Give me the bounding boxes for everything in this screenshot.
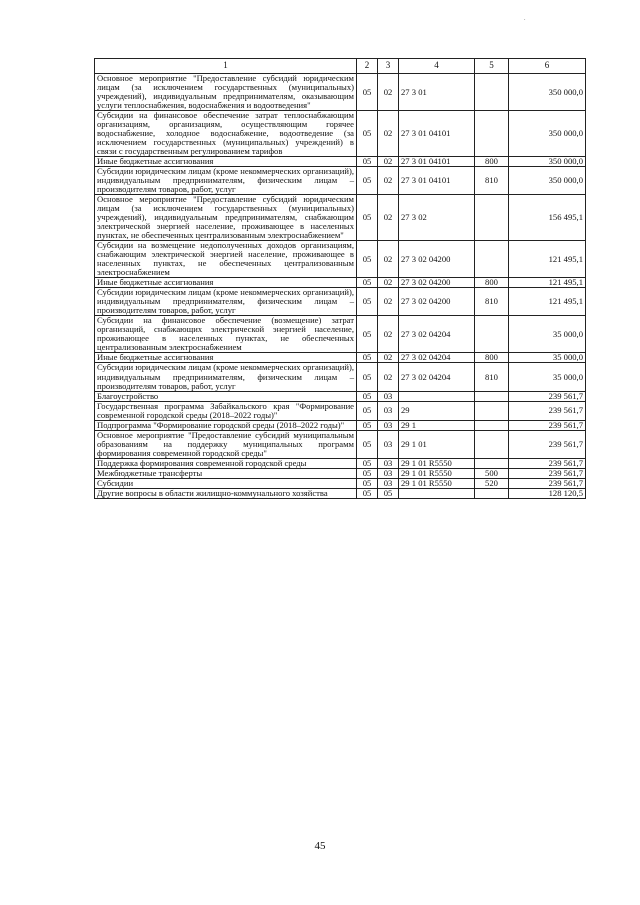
cell-section: 05: [357, 278, 378, 288]
cell-section: 05: [357, 458, 378, 468]
cell-amount: 121 495,1: [509, 278, 586, 288]
table-row: [95, 420, 586, 430]
cell-target-code: 27 3 01 04101: [399, 167, 475, 195]
cell-amount: 121 495,1: [509, 241, 586, 278]
cell-name: Субсидии: [95, 478, 357, 488]
cell-name: Межбюджетные трансферты: [95, 468, 357, 478]
cell-target-code: 27 3 02: [399, 195, 475, 241]
cell-section: 05: [357, 401, 378, 420]
header-cell-name: 1: [95, 59, 357, 74]
cell-amount: 239 561,7: [509, 468, 586, 478]
cell-subsection: 03: [378, 430, 399, 458]
cell-expense-type: 800: [475, 353, 509, 363]
cell-section: 05: [357, 468, 378, 478]
cell-target-code: 27 3 01 04101: [399, 157, 475, 167]
cell-name: Субсидии на финансовое обеспечение затрат теплоснабжающим организациям, организациям, осуществляющим горячее водоснабжение, холодное водоснабжение, водоотведение (за исключением государственных (муниципальных) учреждений) в связи с государственным регулированием тарифов: [95, 111, 357, 157]
cell-name: Иные бюджетные ассигнования: [95, 353, 357, 363]
cell-subsection: 02: [378, 241, 399, 278]
budget-table: [94, 58, 586, 499]
cell-amount: 35 000,0: [509, 353, 586, 363]
cell-expense-type: [475, 488, 509, 498]
cell-name: Благоустройство: [95, 391, 357, 401]
cell-name: Субсидии юридическим лицам (кроме некоммерческих организаций), индивидуальным предпринимателям, физическим лицам – производителям товаров, работ, услуг: [95, 363, 357, 391]
cell-target-code: 29 1 01 R5550: [399, 458, 475, 468]
page-number: 45: [314, 840, 326, 852]
cell-amount: 35 000,0: [509, 363, 586, 391]
cell-name: Субсидии юридическим лицам (кроме некоммерческих организаций), индивидуальным предпринимателям, физическим лицам – производителям товаров, работ, услуг: [95, 288, 357, 316]
cell-target-code: [399, 391, 475, 401]
cell-subsection: 02: [378, 195, 399, 241]
cell-expense-type: [475, 430, 509, 458]
cell-name: Другие вопросы в области жилищно-коммунального хозяйства: [95, 488, 357, 498]
cell-name: Основное мероприятие "Предоставление субсидий юридическим лицам (за исключением государственных (муниципальных) учреждений), индивидуальным предпринимателям, снабжающим электрической энергией население, проживающее в населенных пунктах, не обеспеченных централизованным электроснабжением": [95, 195, 357, 241]
cell-section: 05: [357, 157, 378, 167]
cell-target-code: 27 3 02 04200: [399, 278, 475, 288]
cell-name: Субсидии на финансовое обеспечение (возмещение) затрат организаций, снабжающих электрической энергией население, проживающее в населенных пунктах, не обеспеченных централизованным электроснабжением: [95, 316, 357, 353]
cell-expense-type: 800: [475, 157, 509, 167]
cell-subsection: 02: [378, 74, 399, 111]
header-cell-target-code: 4: [399, 59, 475, 74]
cell-expense-type: [475, 458, 509, 468]
cell-name: Государственная программа Забайкальского края "Формирование современной городской среды (2018–2022 годы)": [95, 401, 357, 420]
cell-amount: 239 561,7: [509, 391, 586, 401]
cell-amount: 128 120,5: [509, 488, 586, 498]
cell-section: 05: [357, 430, 378, 458]
cell-amount: 350 000,0: [509, 157, 586, 167]
cell-amount: 239 561,7: [509, 478, 586, 488]
table-row: [95, 316, 586, 353]
cell-amount: 350 000,0: [509, 167, 586, 195]
header-cell-expense-type: 5: [475, 59, 509, 74]
cell-target-code: 27 3 02 04204: [399, 316, 475, 353]
table-row: [95, 478, 586, 488]
cell-section: 05: [357, 420, 378, 430]
cell-target-code: 27 3 02 04204: [399, 353, 475, 363]
table-row: [95, 167, 586, 195]
cell-target-code: [399, 488, 475, 498]
cell-section: 05: [357, 241, 378, 278]
header-row: [95, 59, 586, 74]
cell-section: 05: [357, 488, 378, 498]
cell-target-code: 27 3 01 04101: [399, 111, 475, 157]
cell-section: 05: [357, 363, 378, 391]
cell-subsection: 05: [378, 488, 399, 498]
header-cell-amount: 6: [509, 59, 586, 74]
cell-name: Иные бюджетные ассигнования: [95, 157, 357, 167]
cell-amount: 35 000,0: [509, 316, 586, 353]
cell-subsection: 02: [378, 278, 399, 288]
cell-amount: 121 495,1: [509, 288, 586, 316]
cell-subsection: 02: [378, 288, 399, 316]
cell-subsection: 03: [378, 420, 399, 430]
cell-target-code: 27 3 02 04200: [399, 241, 475, 278]
cell-section: 05: [357, 353, 378, 363]
table-row: [95, 278, 586, 288]
cell-expense-type: [475, 111, 509, 157]
table-row: [95, 458, 586, 468]
cell-expense-type: 810: [475, 363, 509, 391]
header-cell-section: 2: [357, 59, 378, 74]
table-body: [95, 74, 586, 499]
table-row: [95, 157, 586, 167]
cell-section: 05: [357, 391, 378, 401]
cell-target-code: 27 3 02 04204: [399, 363, 475, 391]
cell-section: 05: [357, 195, 378, 241]
cell-target-code: 29 1: [399, 420, 475, 430]
cell-name: Основное мероприятие "Предоставление субсидий муниципальным образованиям на поддержку муниципальных программ формирования современной городской среды": [95, 430, 357, 458]
table-row: [95, 353, 586, 363]
cell-target-code: 29: [399, 401, 475, 420]
cell-subsection: 02: [378, 111, 399, 157]
header-cell-subsection: 3: [378, 59, 399, 74]
cell-expense-type: 810: [475, 167, 509, 195]
cell-target-code: 29 1 01: [399, 430, 475, 458]
table-row: [95, 195, 586, 241]
cell-subsection: 03: [378, 468, 399, 478]
cell-amount: 239 561,7: [509, 458, 586, 468]
cell-subsection: 02: [378, 316, 399, 353]
cell-expense-type: [475, 401, 509, 420]
table-row: [95, 468, 586, 478]
cell-target-code: 29 1 01 R5550: [399, 468, 475, 478]
cell-expense-type: [475, 420, 509, 430]
cell-name: Субсидии на возмещение недополученных доходов организациям, снабжающим электрической энергией население, проживающее в населенных пунктах, не обеспеченных централизованным электроснабжением: [95, 241, 357, 278]
cell-expense-type: 500: [475, 468, 509, 478]
cell-subsection: 03: [378, 391, 399, 401]
cell-section: 05: [357, 478, 378, 488]
table-row: [95, 488, 586, 498]
table-row: [95, 363, 586, 391]
cell-name: Подпрограмма "Формирование городской среды (2018–2022 годы)": [95, 420, 357, 430]
cell-section: 05: [357, 288, 378, 316]
cell-subsection: 03: [378, 401, 399, 420]
table-row: [95, 401, 586, 420]
table-row: [95, 430, 586, 458]
cell-subsection: 03: [378, 458, 399, 468]
cell-section: 05: [357, 167, 378, 195]
cell-expense-type: [475, 195, 509, 241]
cell-amount: 239 561,7: [509, 420, 586, 430]
cell-expense-type: 810: [475, 288, 509, 316]
cell-name: Субсидии юридическим лицам (кроме некоммерческих организаций), индивидуальным предпринимателям, физическим лицам – производителям товаров, работ, услуг: [95, 167, 357, 195]
table-row: [95, 74, 586, 111]
cell-expense-type: [475, 74, 509, 111]
cell-expense-type: [475, 241, 509, 278]
cell-section: 05: [357, 111, 378, 157]
table-row: [95, 241, 586, 278]
cell-expense-type: [475, 316, 509, 353]
cell-subsection: 02: [378, 157, 399, 167]
scan-mark: .: [524, 16, 526, 22]
cell-name: Поддержка формирования современной городской среды: [95, 458, 357, 468]
cell-expense-type: [475, 391, 509, 401]
cell-amount: 239 561,7: [509, 430, 586, 458]
cell-subsection: 03: [378, 478, 399, 488]
cell-amount: 156 495,1: [509, 195, 586, 241]
cell-amount: 350 000,0: [509, 74, 586, 111]
cell-expense-type: 800: [475, 278, 509, 288]
cell-expense-type: 520: [475, 478, 509, 488]
cell-amount: 239 561,7: [509, 401, 586, 420]
cell-target-code: 27 3 01: [399, 74, 475, 111]
cell-name: Основное мероприятие "Предоставление субсидий юридическим лицам (за исключением государственных (муниципальных) учреждений), индивидуальным предпринимателям, оказывающим услуги теплоснабжения, водоснабжения и водоотведения": [95, 74, 357, 111]
cell-section: 05: [357, 316, 378, 353]
cell-name: Иные бюджетные ассигнования: [95, 278, 357, 288]
table-row: [95, 391, 586, 401]
cell-section: 05: [357, 74, 378, 111]
cell-target-code: 29 1 01 R5550: [399, 478, 475, 488]
cell-target-code: 27 3 02 04200: [399, 288, 475, 316]
cell-subsection: 02: [378, 167, 399, 195]
cell-amount: 350 000,0: [509, 111, 586, 157]
cell-subsection: 02: [378, 363, 399, 391]
table-row: [95, 288, 586, 316]
cell-subsection: 02: [378, 353, 399, 363]
table-row: [95, 111, 586, 157]
